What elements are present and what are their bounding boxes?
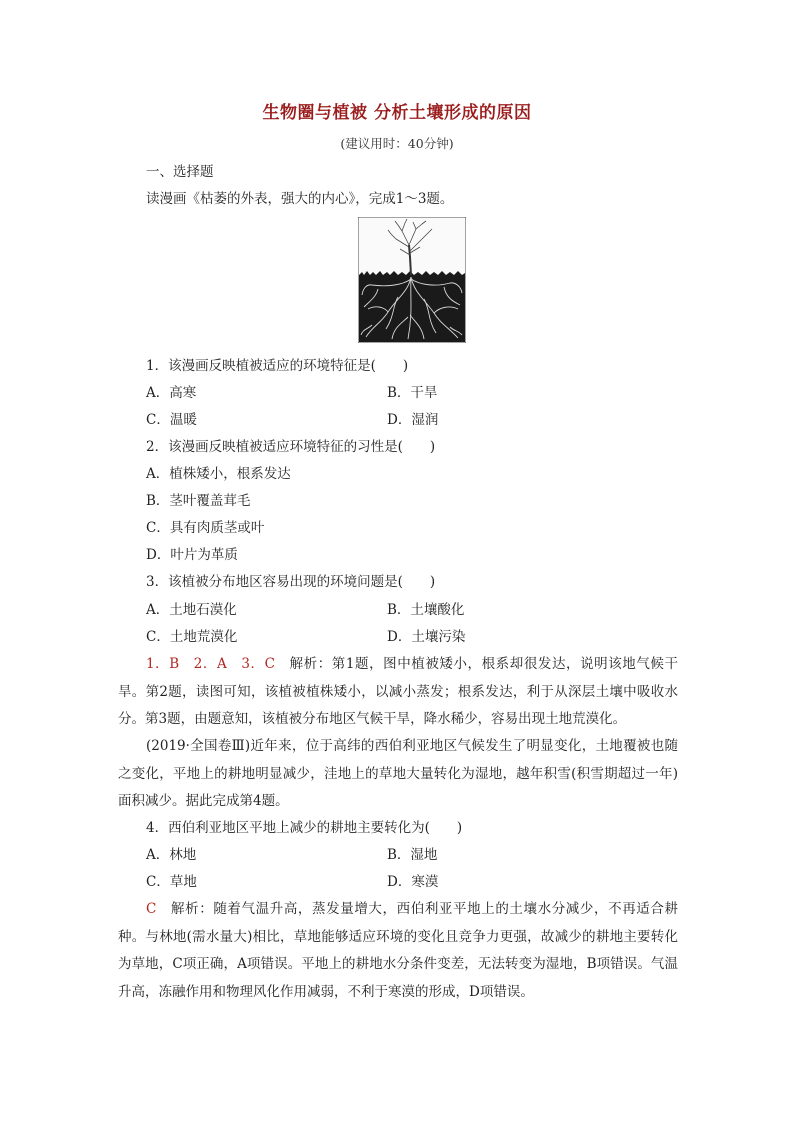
question-2-option-b: B．茎叶覆盖茸毛 <box>146 493 251 509</box>
question-2-option-a: A．植株矮小，根系发达 <box>146 466 291 482</box>
answer-4-explanation: 解析：随着气温升高，蒸发量增大，西伯利亚平地上的土壤水分减少，不再适合耕种。与林地(需水量大)相比，草地能够适应环境的变化且竞争力更强，故减少的耕地主要转化为草地，C项正确，A项错误。平地上的耕地水分条件变差，无法转变为湿地，B项错误。气温升高，冻融作用和物理风化作用减弱，不利于寒漠的形成，D项错误。 <box>118 901 678 1000</box>
answer-1-3 <box>118 651 678 734</box>
question-3-option-b: B．土壤酸化 <box>387 602 465 618</box>
question-4-option-c: C．草地 <box>146 874 197 890</box>
intro-text: 读漫画《枯萎的外表，强大的内心》，完成1～3题。 <box>146 191 454 207</box>
question-1-option-c: C．温暖 <box>146 412 197 428</box>
question-1-option-b: B．干旱 <box>387 385 438 401</box>
cartoon-figure <box>358 217 466 343</box>
question-3-option-a: A．土地石漠化 <box>146 602 237 618</box>
question-3-stem: 3．该植被分布地区容易出现的环境问题是( ) <box>146 574 436 590</box>
question-2-stem: 2．该漫画反映植被适应环境特征的习性是( ) <box>146 439 436 455</box>
answer-keys: 1．B 2．A 3．C <box>146 656 275 672</box>
time-suggestion: (建议用时：40分钟) <box>340 136 454 151</box>
withered-tree-deep-roots-image <box>358 217 466 343</box>
question-1-stem: 1．该漫画反映植被适应的环境特征是( ) <box>146 358 409 374</box>
answer-4 <box>118 896 678 1006</box>
question-4-stem: 4．西伯利亚地区平地上减少的耕地主要转化为( ) <box>146 820 463 836</box>
question-4-option-b: B．湿地 <box>387 847 438 863</box>
material-passage: (2019·全国卷Ⅲ)近年来，位于高纬的西伯利亚地区气候发生了明显变化，土地覆被也随之变化，平地上的耕地明显减少，洼地上的草地大量转化为湿地，越年积雪(积雪期超过一年)面积减少。据此完成第4题。 <box>118 738 678 809</box>
question-3-option-d: D．土壤污染 <box>387 629 466 645</box>
page-title: 生物圈与植被 分析土壤形成的原因 <box>262 103 532 123</box>
answer-explanation: 解析：第1题，图中植被矮小，根系却很发达，说明该地气候干旱。第2题，读图可知，该植被植株矮小，以减小蒸发；根系发达，利于从深层土壤中吸收水分。第3题，由题意知，该植被分布地区气候干旱，降水稀少，容易出现土地荒漠化。 <box>118 656 678 727</box>
question-1-option-d: D．湿润 <box>387 412 439 428</box>
section-heading: 一、选择题 <box>146 164 214 180</box>
question-2-option-d: D．叶片为革质 <box>146 547 238 563</box>
answer-4-key: C <box>146 901 157 917</box>
question-3-option-c: C．土地荒漠化 <box>146 629 238 645</box>
question-4-option-a: A．林地 <box>146 847 197 863</box>
question-2-option-c: C．具有肉质茎或叶 <box>146 520 265 536</box>
question-4-option-d: D．寒漠 <box>387 874 439 890</box>
question-1-option-a: A．高寒 <box>146 385 197 401</box>
